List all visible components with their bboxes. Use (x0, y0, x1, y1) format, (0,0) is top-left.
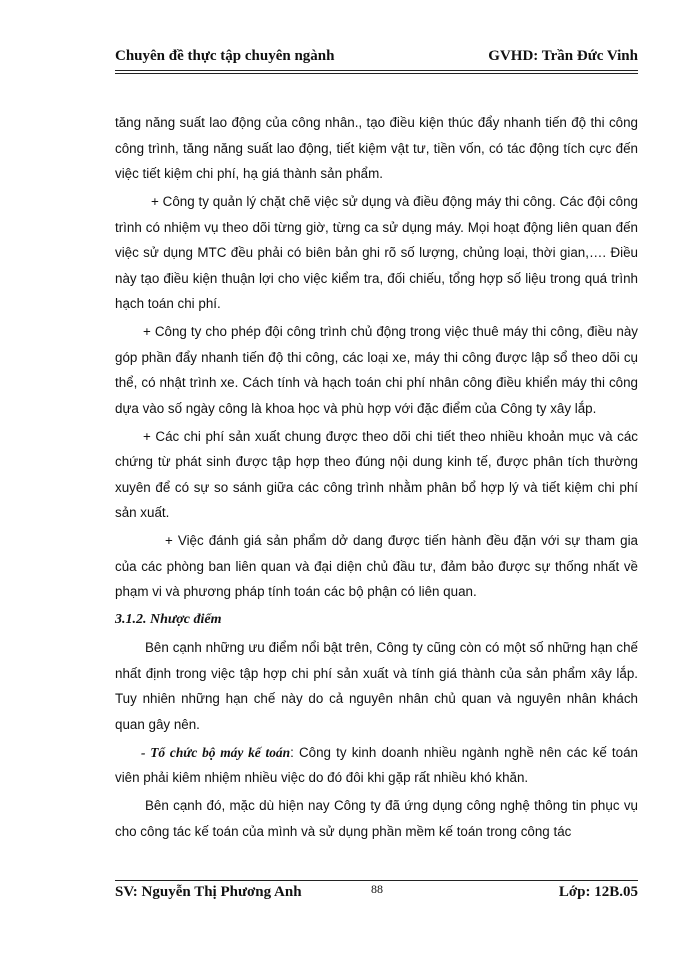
section-heading: 3.1.2. Nhược điểm (115, 612, 222, 627)
paragraph-it-application: Bên cạnh đó, mặc dù hiện nay Công ty đã ứng dụng công nghệ thông tin phục vụ cho công tác kế toán của mình và sử dụng phần mềm kế toán trong công tác (115, 798, 638, 839)
paragraph-machine-rental: + Công ty cho phép đội công trình chủ động trong việc thuê máy thi công, điều này góp phần đẩy nhanh tiến độ thi công, các loại xe, máy thi công được lập sổ theo dõi cụ thể, có nhật trình xe. Cách tính và hạch toán chi phí nhân công điều khiển máy thi công dựa vào số ngày công là khoa học và phù hợp với đặc điểm của Công ty xây lắp. (115, 324, 638, 416)
paragraph-limitations-intro: Bên cạnh những ưu điểm nổi bật trên, Công ty cũng còn có một số những hạn chế nhất định trong việc tập hợp chi phí sản xuất và tính giá thành của sản phẩm xây lắp. Tuy nhiên những hạn chế này do cả nguyên nhân chủ quan và nguyên nhân khách quan gây nên. (115, 640, 638, 732)
paragraph-general-costs: + Các chi phí sản xuất chung được theo dõi chi tiết theo nhiều khoản mục và các chứng từ phát sinh được tập hợp theo đúng nội dung kinh tế, được phân tích thường xuyên để có sự so sánh giữa các công trình nhằm phân bổ hợp lý và tiết kiệm chi phí sản xuất. (115, 428, 638, 520)
header-rule-second (115, 73, 638, 74)
paragraph-continuation: tăng năng suất lao động của công nhân., tạo điều kiện thúc đẩy nhanh tiến độ thi công công trình, tăng năng suất lao động, tiết kiệm vật tư, tiền vốn, có tác động tích cực đến việc tiết kiệm chi phí, hạ giá thành sản phẩm. (115, 115, 638, 181)
header-rule (115, 70, 638, 71)
paragraph-wip-valuation: + Việc đánh giá sản phẩm dở dang được tiến hành đều đặn với sự tham gia của các phòng ban liên quan và đại diện chủ đầu tư, đảm bảo được sự thống nhất về phạm vi và phương pháp tính toán các bộ phận có liên quan. (115, 533, 638, 599)
header-supervisor: GVHD: Trần Đức Vinh (488, 48, 638, 64)
paragraph-accounting-organization (115, 740, 638, 791)
page-number: 88 (371, 882, 383, 896)
header-title: Chuyên đề thực tập chuyên ngành (115, 48, 335, 64)
footer-rule (115, 880, 638, 881)
page-footer (115, 884, 638, 906)
page-header (115, 44, 638, 70)
page-body (115, 110, 638, 847)
accounting-organization-lead: - Tổ chức bộ máy kế toán (141, 744, 291, 760)
paragraph-machine-management: + Công ty quản lý chặt chẽ việc sử dụng và điều động máy thi công. Các đội công trình có nhiệm vụ theo dõi từng giờ, từng ca sử dụng máy. Mọi hoạt động liên quan đến việc sử dụng MTC đều phải có biên bản ghi rõ số lượng, chủng loại, thời gian,…. Điều này tạo điều kiện thuận lợi cho việc kiểm tra, đối chiếu, tổng hợp số liệu trong quá trình hạch toán chi phí. (115, 194, 638, 311)
footer-student: SV: Nguyễn Thị Phương Anh (115, 884, 302, 900)
footer-class: Lớp: 12B.05 (558, 884, 638, 900)
accounting-organization-text: : Công ty kinh doanh nhiều ngành nghề nên các kế toán viên phải kiêm nhiệm nhiều việc do đó đôi khi gặp rất nhiều khó khăn. (115, 744, 638, 785)
